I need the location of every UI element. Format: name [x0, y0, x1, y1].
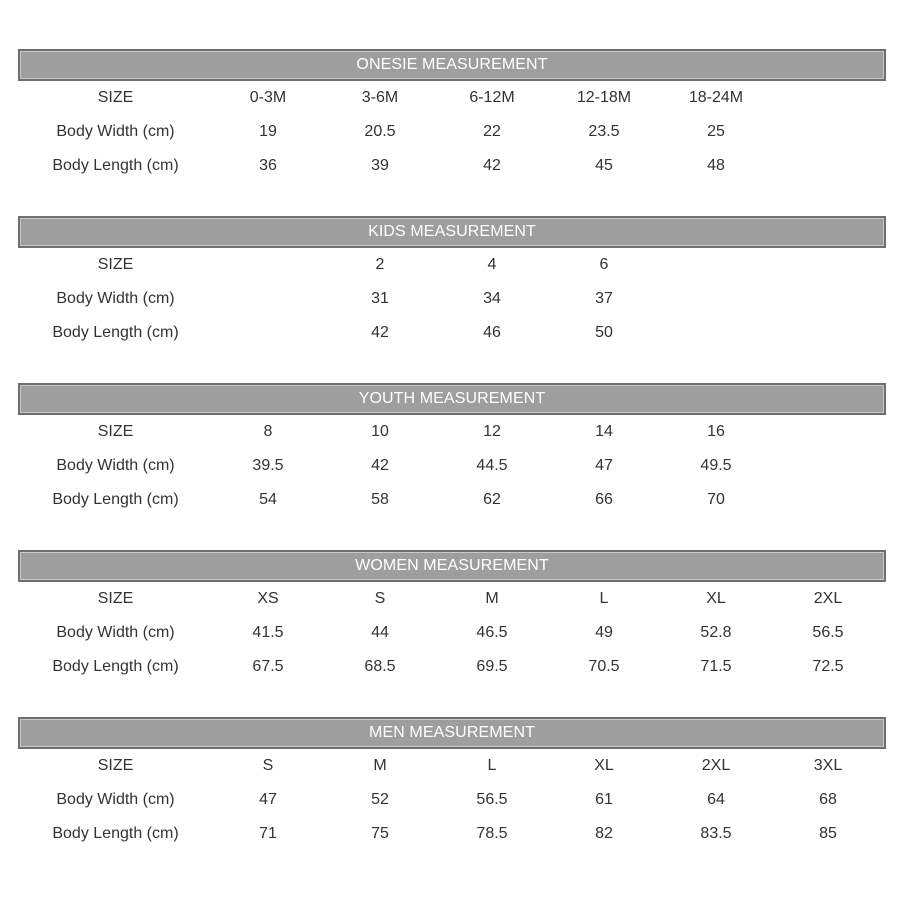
table-cell: 49 — [595, 624, 613, 641]
table-cell: 71.5 — [700, 658, 732, 675]
table-cell: 52.8 — [700, 624, 732, 641]
table-cell — [773, 115, 883, 149]
table-cell: 64 — [707, 791, 725, 808]
row-label: SIZE — [97, 423, 134, 440]
table-cell: 12 — [483, 423, 501, 440]
table-cell: 8 — [263, 423, 273, 440]
table-cell: 49.5 — [700, 457, 732, 474]
table-cell: 75 — [371, 825, 389, 842]
body-width-row — [18, 115, 886, 149]
table-cell: 39.5 — [252, 457, 284, 474]
onesie-measurement-table — [18, 49, 886, 183]
table-cell — [213, 248, 323, 282]
kids-section-header: KIDS MEASUREMENT — [18, 216, 886, 248]
body-width-row — [18, 616, 886, 650]
table-cell: 19 — [259, 123, 277, 140]
table-cell: 68.5 — [364, 658, 396, 675]
men-section-header: MEN MEASUREMENT — [18, 717, 886, 749]
row-label: Body Width (cm) — [56, 290, 175, 307]
table-cell — [773, 415, 883, 449]
body-length-row — [18, 817, 886, 851]
table-cell: XL — [706, 590, 726, 607]
onesie-section-header: ONESIE MEASUREMENT — [18, 49, 886, 81]
body-width-row — [18, 449, 886, 483]
table-cell: 42 — [371, 324, 389, 341]
table-cell: 42 — [371, 457, 389, 474]
table-cell: 56.5 — [812, 624, 844, 641]
row-label: Body Width (cm) — [56, 123, 175, 140]
table-cell: 41.5 — [252, 624, 284, 641]
table-cell: 62 — [483, 491, 501, 508]
men-measurement-table — [18, 717, 886, 851]
table-cell: 61 — [595, 791, 613, 808]
table-cell: 45 — [595, 157, 613, 174]
table-cell: 18-24M — [688, 89, 744, 106]
table-cell: 83.5 — [700, 825, 732, 842]
row-label: Body Length (cm) — [52, 157, 179, 174]
row-label: Body Length (cm) — [52, 491, 179, 508]
table-cell: 68 — [819, 791, 837, 808]
table-cell: 3XL — [813, 757, 843, 774]
table-cell — [773, 449, 883, 483]
table-cell: 2 — [375, 256, 385, 273]
table-cell: 70.5 — [588, 658, 620, 675]
table-cell — [773, 149, 883, 183]
row-label: Body Length (cm) — [52, 658, 179, 675]
row-label: Body Width (cm) — [56, 457, 175, 474]
table-cell — [661, 282, 771, 316]
table-cell: S — [374, 590, 386, 607]
row-label: Body Width (cm) — [56, 791, 175, 808]
table-cell: 6 — [599, 256, 609, 273]
table-cell: 46.5 — [476, 624, 508, 641]
table-cell: 72.5 — [812, 658, 844, 675]
youth-measurement-table — [18, 383, 886, 517]
row-label: Body Length (cm) — [52, 324, 179, 341]
table-cell: 82 — [595, 825, 613, 842]
table-cell: 2XL — [701, 757, 731, 774]
table-cell — [213, 316, 323, 350]
row-label: SIZE — [97, 256, 134, 273]
youth-section-header: YOUTH MEASUREMENT — [18, 383, 886, 415]
table-cell: 67.5 — [252, 658, 284, 675]
table-cell — [773, 282, 883, 316]
table-cell: S — [262, 757, 274, 774]
table-cell: 25 — [707, 123, 725, 140]
table-cell: 44.5 — [476, 457, 508, 474]
row-label: Body Width (cm) — [56, 624, 175, 641]
row-label: SIZE — [97, 590, 134, 607]
table-cell: 66 — [595, 491, 613, 508]
row-label: Body Length (cm) — [52, 825, 179, 842]
table-cell: 71 — [259, 825, 277, 842]
table-cell: 16 — [707, 423, 725, 440]
table-cell: 85 — [819, 825, 837, 842]
table-cell: XS — [257, 590, 279, 607]
women-measurement-table — [18, 550, 886, 684]
table-cell: L — [599, 590, 609, 607]
table-cell: 34 — [483, 290, 501, 307]
size-row — [18, 81, 886, 115]
table-cell: 3-6M — [361, 89, 399, 106]
row-label: SIZE — [97, 757, 134, 774]
table-cell: 50 — [595, 324, 613, 341]
table-cell: 20.5 — [364, 123, 396, 140]
table-cell: 69.5 — [476, 658, 508, 675]
table-cell: 78.5 — [476, 825, 508, 842]
body-length-row — [18, 483, 886, 517]
table-cell — [773, 81, 883, 115]
table-cell: 4 — [487, 256, 497, 273]
table-cell: 56.5 — [476, 791, 508, 808]
table-cell: 0-3M — [249, 89, 287, 106]
table-cell: 42 — [483, 157, 501, 174]
table-cell — [773, 316, 883, 350]
table-cell — [661, 316, 771, 350]
table-cell: 52 — [371, 791, 389, 808]
table-cell: 31 — [371, 290, 389, 307]
table-cell: 2XL — [813, 590, 843, 607]
size-row — [18, 248, 886, 282]
table-cell: 10 — [371, 423, 389, 440]
table-cell — [773, 248, 883, 282]
table-cell: 70 — [707, 491, 725, 508]
body-width-row — [18, 282, 886, 316]
table-cell: 23.5 — [588, 123, 620, 140]
body-length-row — [18, 316, 886, 350]
table-cell — [213, 282, 323, 316]
body-width-row — [18, 783, 886, 817]
table-cell: 58 — [371, 491, 389, 508]
women-section-header: WOMEN MEASUREMENT — [18, 550, 886, 582]
kids-measurement-table — [18, 216, 886, 350]
table-cell: 54 — [259, 491, 277, 508]
row-label: SIZE — [97, 89, 134, 106]
table-cell: XL — [594, 757, 614, 774]
table-cell — [661, 248, 771, 282]
table-cell: M — [373, 757, 387, 774]
table-cell — [773, 483, 883, 517]
table-cell: L — [487, 757, 497, 774]
table-cell: 44 — [371, 624, 389, 641]
body-length-row — [18, 650, 886, 684]
table-cell: 36 — [259, 157, 277, 174]
size-row — [18, 415, 886, 449]
table-cell: 12-18M — [576, 89, 632, 106]
table-cell: 6-12M — [469, 89, 515, 106]
size-row — [18, 582, 886, 616]
table-cell: 47 — [595, 457, 613, 474]
table-cell: 37 — [595, 290, 613, 307]
table-cell: 22 — [483, 123, 501, 140]
body-length-row — [18, 149, 886, 183]
table-cell: M — [485, 590, 499, 607]
table-cell: 39 — [371, 157, 389, 174]
table-cell: 47 — [259, 791, 277, 808]
size-row — [18, 749, 886, 783]
table-cell: 14 — [595, 423, 613, 440]
table-cell: 46 — [483, 324, 501, 341]
table-cell: 48 — [707, 157, 725, 174]
